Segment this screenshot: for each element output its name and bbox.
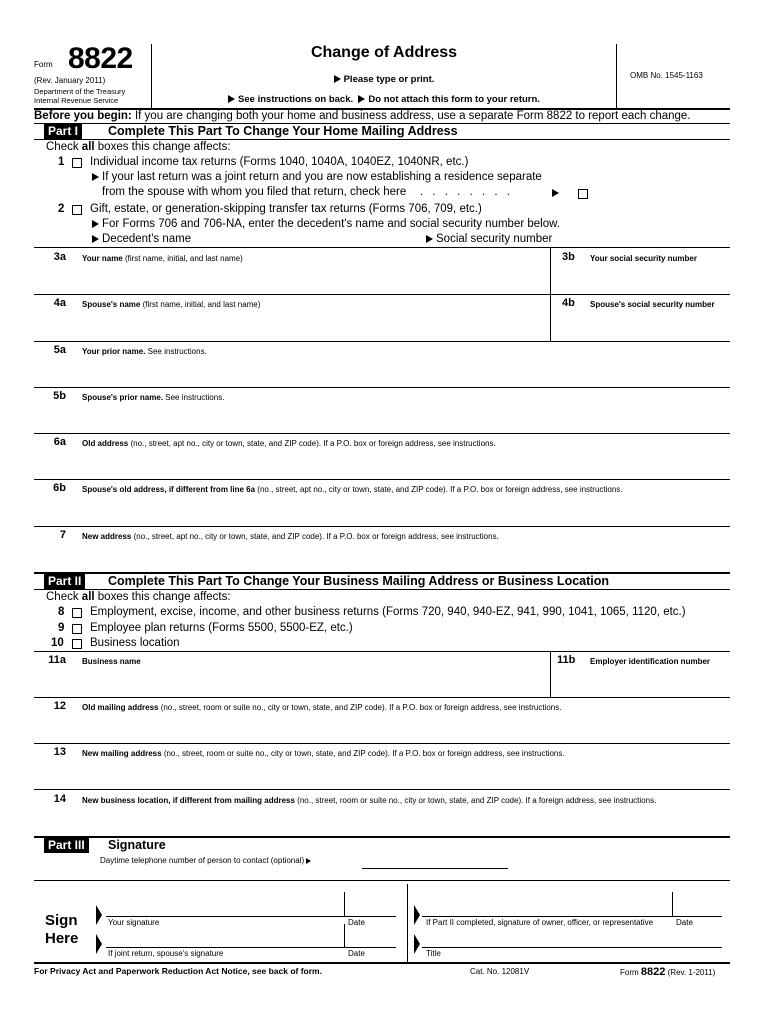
- line7-label: New address (no., street, apt no., city or town, state, and ZIP code). If a P.O. box or foreign address, see instructions.: [82, 532, 499, 541]
- line5a-label: Your prior name. See instructions.: [82, 347, 207, 356]
- line9-checkbox[interactable]: [72, 624, 82, 634]
- line9-number: 9: [58, 622, 65, 634]
- line1-number: 1: [58, 156, 65, 168]
- line14-label: New business location, if different from mailing address (no., street, room or suite no., city or town, state, and ZIP code). If a foreign address, see instructions.: [82, 796, 657, 805]
- your-signature-field[interactable]: [106, 892, 344, 916]
- spouse-old-address-input[interactable]: [80, 495, 730, 523]
- business-name-input[interactable]: [80, 667, 550, 695]
- new-mailing-address-input[interactable]: [80, 759, 730, 787]
- line5b-number: 5b: [53, 390, 66, 402]
- sign-arrow-icon: [96, 934, 102, 954]
- line7-number: 7: [59, 529, 66, 541]
- line1-checkbox[interactable]: [72, 158, 82, 168]
- your-signature-label: Your signature: [108, 918, 160, 927]
- line13-label: New mailing address (no., street, room or suite no., city or town, state, and ZIP code). If a P.O. box or foreign address, see instructions.: [82, 749, 565, 758]
- leader-dots: . . . . . . . .: [420, 186, 513, 198]
- omb-number: OMB No. 1545-1163: [630, 71, 703, 80]
- line1-joint-text-2: from the spouse with whom you filed that return, check here: [102, 186, 407, 198]
- form-title: Change of Address: [310, 44, 458, 61]
- line6b-label: Spouse's old address, if different from line 6a (no., street, apt no., city or town, state, and ZIP code). If a P.O. box or foreign address, see instructions.: [82, 485, 623, 494]
- line4a-number: 4a: [53, 297, 66, 309]
- line1-separate-residence-checkbox[interactable]: [578, 189, 588, 199]
- line6b-number: 6b: [53, 482, 66, 494]
- part2-check-all: Check all boxes this change affects:: [46, 591, 231, 603]
- sign-label-2: Here: [45, 930, 79, 947]
- sign-arrow-icon: [414, 905, 420, 925]
- line2-decedent-note: For Forms 706 and 706-NA, enter the decedent's name and social security number below.: [92, 218, 560, 230]
- spouse-signature-date-label: Date: [348, 949, 365, 958]
- line11a-number: 11a: [48, 654, 66, 666]
- line6a-label: Old address (no., street, apt no., city or town, state, and ZIP code). If a P.O. box or foreign address, see instructions.: [82, 439, 496, 448]
- line13-number: 13: [53, 746, 66, 758]
- line12-label: Old mailing address (no., street, room or suite no., city or town, state, and ZIP code). If a P.O. box or foreign address, see instructions.: [82, 703, 562, 712]
- decedent-name-label: Decedent's name: [92, 233, 191, 245]
- line11a-label: Business name: [82, 657, 141, 666]
- form-label: Form: [34, 60, 53, 69]
- catalog-number: Cat. No. 12081V: [470, 967, 530, 976]
- agency-line: Internal Revenue Service: [34, 96, 119, 105]
- title-label: Title: [426, 949, 441, 958]
- old-mailing-address-input[interactable]: [80, 713, 730, 741]
- instruction-attach: See instructions on back. Do not attach this form to your return.: [152, 94, 616, 105]
- phone-label: Daytime telephone number of person to contact (optional): [100, 856, 314, 865]
- line3b-number: 3b: [562, 251, 575, 263]
- spouse-name-input[interactable]: [80, 310, 550, 338]
- line14-number: 14: [53, 793, 66, 805]
- arrow-icon: [334, 75, 341, 83]
- title-field[interactable]: [422, 924, 722, 948]
- line3a-label: Your name (first name, initial, and last name): [82, 254, 243, 263]
- your-name-input[interactable]: [80, 264, 550, 292]
- arrow-icon: [228, 95, 235, 103]
- part1-title: Complete This Part To Change Your Home Mailing Address: [108, 124, 458, 138]
- your-ssn-input[interactable]: [552, 264, 730, 292]
- old-address-input[interactable]: [80, 449, 730, 477]
- line5b-label: Spouse's prior name. See instructions.: [82, 393, 225, 402]
- part1-check-all: Check all boxes this change affects:: [46, 141, 231, 153]
- revision-date: (Rev. January 2011): [34, 76, 106, 85]
- line4b-number: 4b: [562, 297, 575, 309]
- ein-input[interactable]: [552, 667, 730, 695]
- owner-signature-label: If Part II completed, signature of owner, officer, or representative: [426, 918, 654, 927]
- owner-signature-date-field[interactable]: [674, 892, 722, 916]
- arrow-icon: [426, 235, 433, 243]
- part3-title: Signature: [108, 838, 166, 852]
- line11b-label: Employer identification number: [590, 657, 711, 666]
- line4a-label: Spouse's name (first name, initial, and last name): [82, 300, 261, 309]
- line3b-label: Your social security number: [590, 254, 697, 263]
- sign-label-1: Sign: [45, 912, 78, 929]
- arrow-icon: [92, 220, 99, 228]
- spouse-ssn-input[interactable]: [552, 310, 730, 338]
- department-line: Department of the Treasury: [34, 87, 126, 96]
- form-number: 8822: [68, 42, 133, 75]
- spouse-signature-field[interactable]: [106, 924, 344, 948]
- line9-label: Employee plan returns (Forms 5500, 5500-EZ, etc.): [90, 622, 353, 634]
- privacy-notice: For Privacy Act and Paperwork Reduction Act Notice, see back of form.: [34, 966, 322, 976]
- prior-name-input[interactable]: [80, 357, 730, 385]
- line2-label: Gift, estate, or generation-skipping transfer tax returns (Forms 706, 709, etc.): [90, 203, 482, 215]
- line11b-number: 11b: [557, 654, 576, 666]
- line3a-number: 3a: [53, 251, 66, 263]
- line8-checkbox[interactable]: [72, 608, 82, 618]
- part3-label: Part III: [44, 838, 89, 853]
- part2-title: Complete This Part To Change Your Business Mailing Address or Business Location: [108, 574, 610, 588]
- new-address-input[interactable]: [80, 542, 730, 570]
- footer-form-id: Form 8822 (Rev. 1-2011): [620, 966, 716, 978]
- arrow-icon: [552, 189, 559, 197]
- line12-number: 12: [53, 700, 66, 712]
- line2-number: 2: [58, 203, 65, 215]
- line2-checkbox[interactable]: [72, 205, 82, 215]
- line1-joint-text: If your last return was a joint return and you are now establishing a residence separate: [92, 171, 542, 183]
- sign-arrow-icon: [96, 905, 102, 925]
- your-signature-date-field[interactable]: [346, 892, 396, 916]
- part1-label: Part I: [44, 124, 82, 139]
- owner-signature-field[interactable]: [422, 892, 672, 916]
- owner-signature-date-label: Date: [676, 918, 693, 927]
- line4b-label: Spouse's social security number: [590, 300, 715, 309]
- before-you-begin: Before you begin: If you are changing both your home and business address, use a separate Form 8822 to report each change.: [34, 110, 691, 122]
- spouse-prior-name-input[interactable]: [80, 403, 730, 431]
- spouse-signature-label: If joint return, spouse's signature: [108, 949, 224, 958]
- sign-arrow-icon: [414, 934, 420, 954]
- part2-label: Part II: [44, 574, 85, 589]
- arrow-icon: [358, 95, 365, 103]
- your-signature-date-label: Date: [348, 918, 365, 927]
- line6a-number: 6a: [53, 436, 66, 448]
- line10-label: Business location: [90, 637, 180, 649]
- line8-number: 8: [58, 606, 65, 618]
- decedent-ssn-label: Social security number: [426, 233, 552, 245]
- arrow-icon: [306, 858, 311, 864]
- phone-input[interactable]: [362, 853, 508, 868]
- line10-checkbox[interactable]: [72, 639, 82, 649]
- line8-label: Employment, excise, income, and other business returns (Forms 720, 940, 940-EZ, 941, 990, 1041, 1065, 1120, etc.): [90, 606, 686, 618]
- line10-number: 10: [51, 637, 64, 649]
- arrow-icon: [92, 173, 99, 181]
- arrow-icon: [92, 235, 99, 243]
- line5a-number: 5a: [53, 344, 66, 356]
- spouse-signature-date-field[interactable]: [346, 924, 396, 948]
- new-business-location-input[interactable]: [80, 806, 730, 834]
- instruction-type: Please type or print.: [152, 74, 616, 85]
- line1-label: Individual income tax returns (Forms 1040, 1040A, 1040EZ, 1040NR, etc.): [90, 156, 469, 168]
